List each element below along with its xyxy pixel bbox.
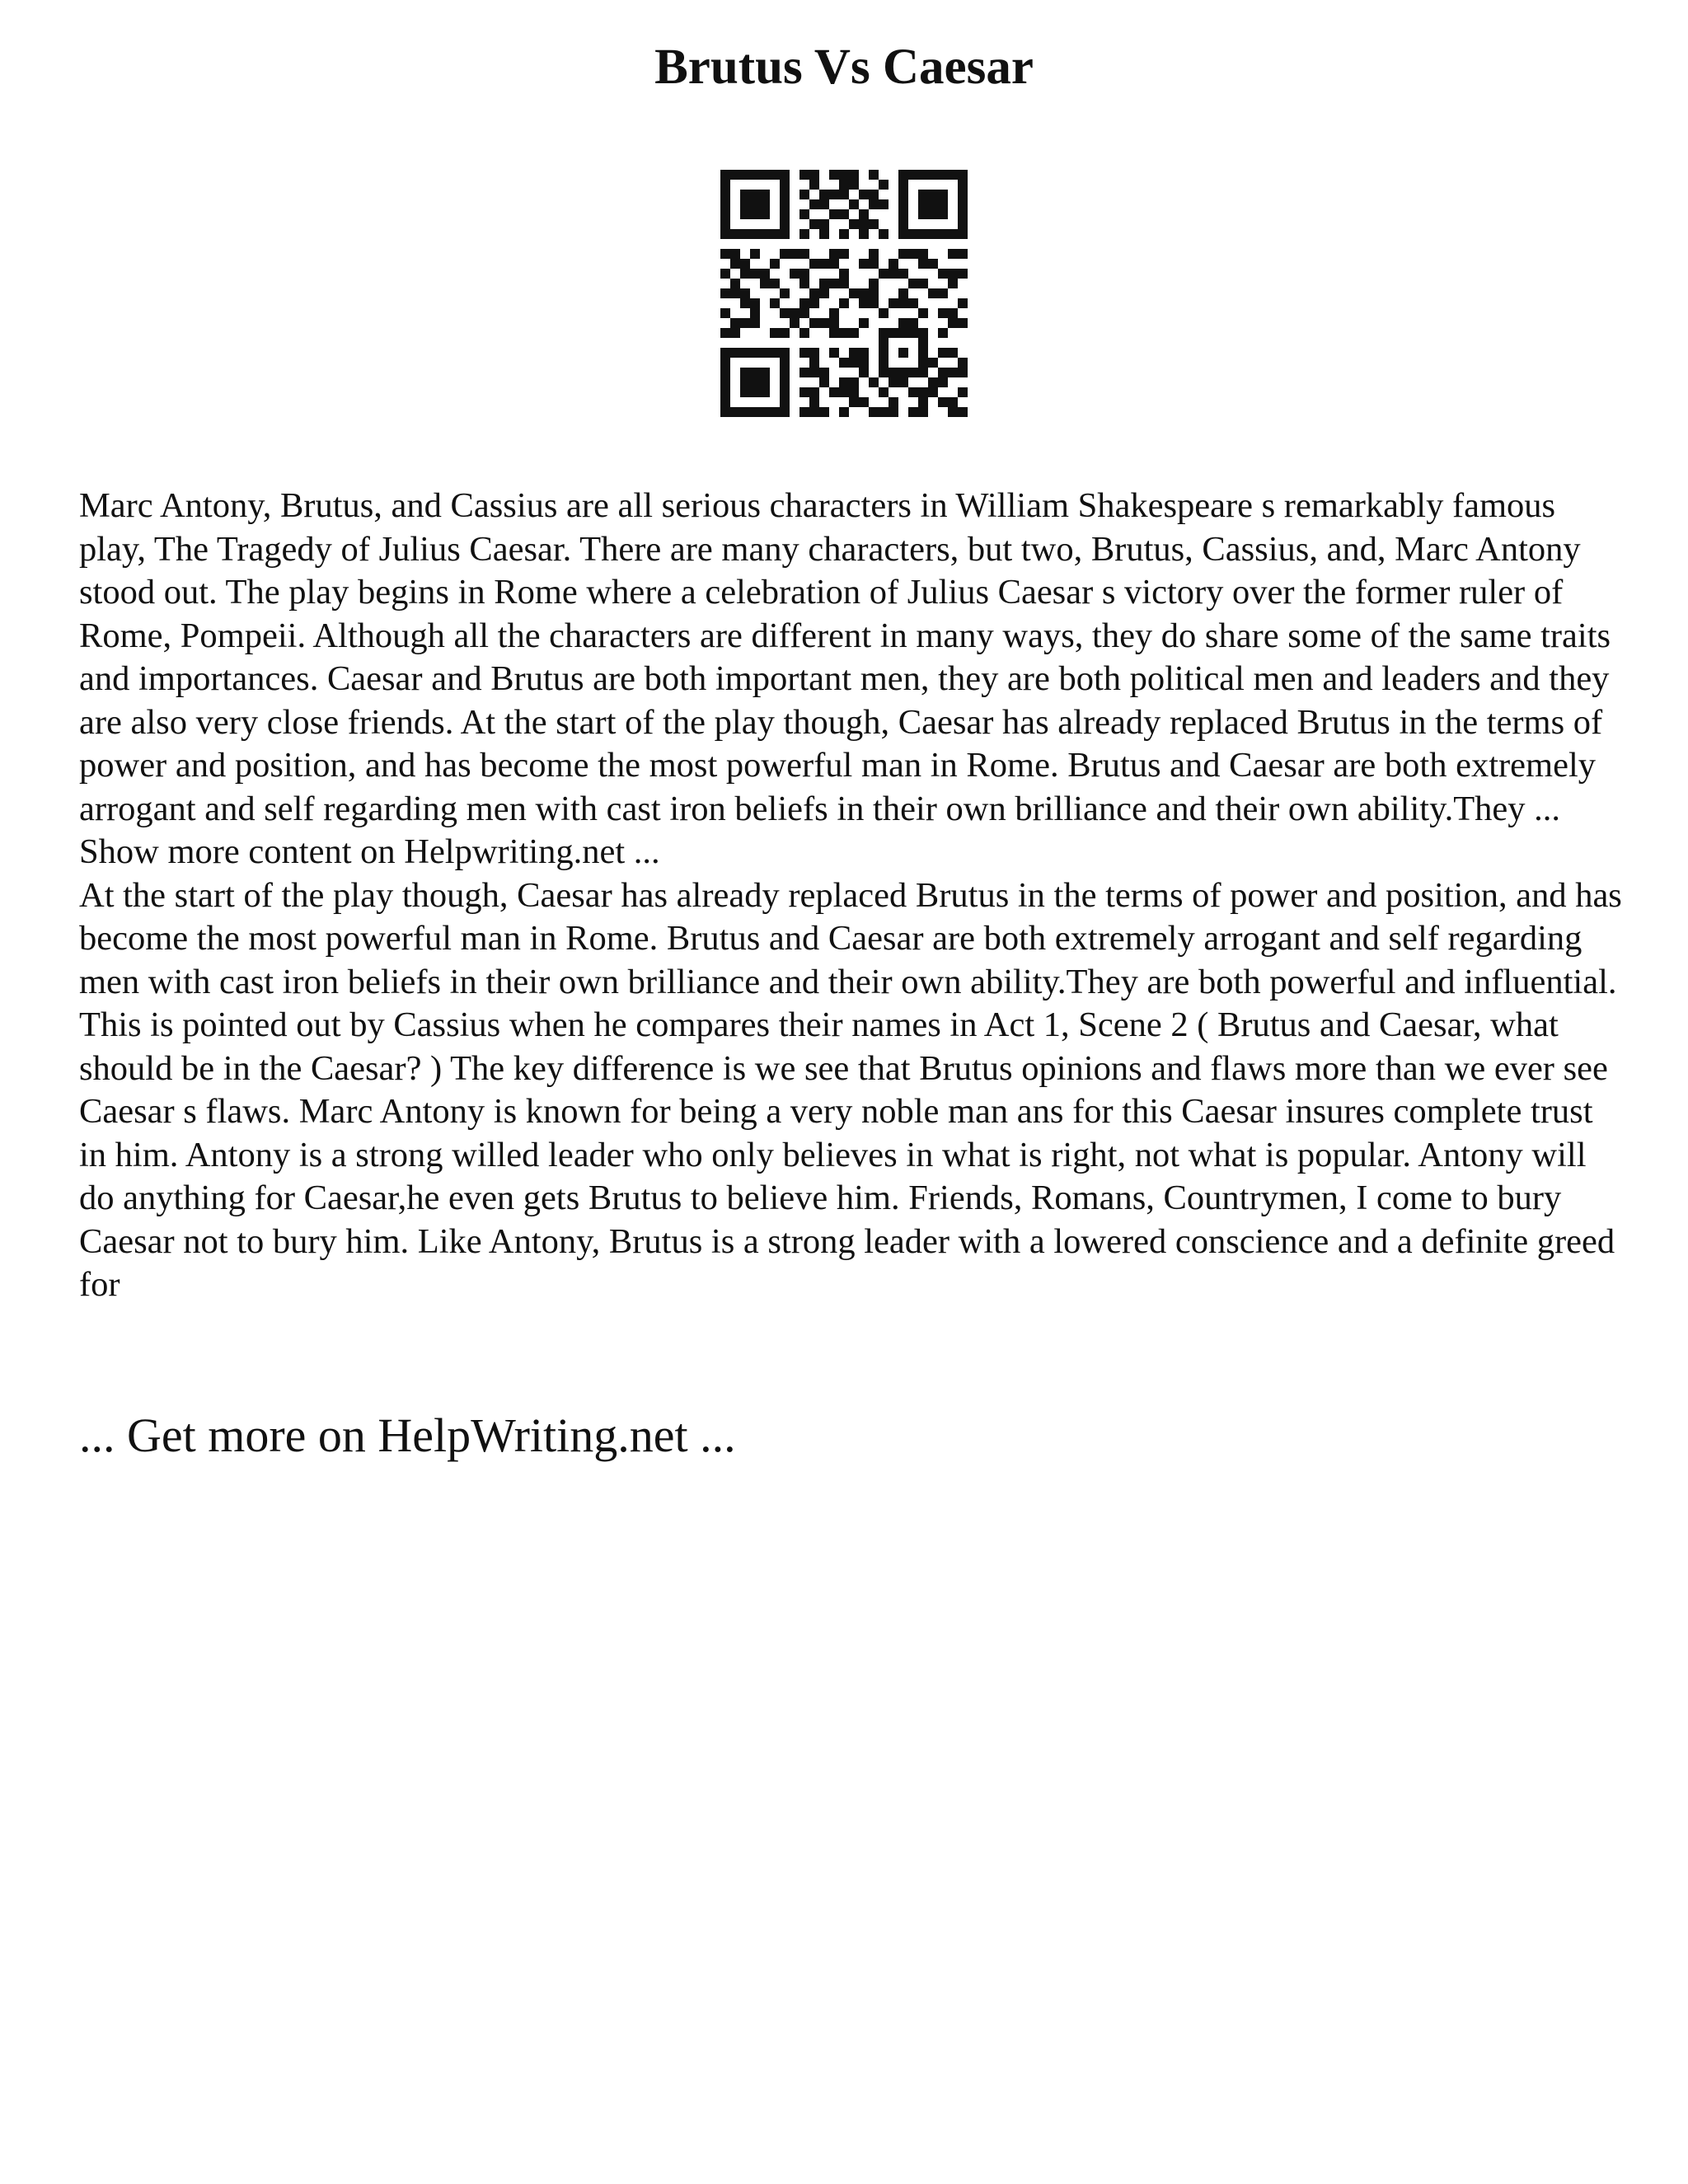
page-title: Brutus Vs Caesar bbox=[654, 40, 1034, 95]
article-body bbox=[79, 485, 1629, 1307]
paragraph-1: Marc Antony, Brutus, and Cassius are all serious characters in William Shakespeare s remarkably famous play, The Tragedy of Julius Caesar. There are many characters, but two, Brutus, Cassius, and, Marc Antony stood out. The play begins in Rome where a celebration of Julius Caesar s victory over the former ruler of Rome, Pompeii. Although all the characters are different in many ways, they do share some of the same traits and importances. Caesar and Brutus are both important men, they are both political men and leaders and they are also very close friends. At the start of the play though, Caesar has already replaced Brutus in the terms of power and position, and has become the most powerful man in Rome. Brutus and Caesar are both extremely arrogant and self regarding men with cast iron beliefs in their own brilliance and their own ability.They ... Show more content on Helpwriting.net ... bbox=[79, 486, 1611, 871]
get-more-link[interactable]: ... Get more on HelpWriting.net ... bbox=[79, 1408, 736, 1462]
paragraph-2: At the start of the play though, Caesar has already replaced Brutus in the terms of power and position, and has become the most powerful man in Rome. Brutus and Caesar are both extremely arrogant and self regarding men with cast iron beliefs in their own brilliance and their own ability.They are both powerful and influential. This is pointed out by Cassius when he compares their names in Act 1, Scene 2 ( Brutus and Caesar, what should be in the Caesar? ) The key difference is we see that Brutus opinions and flaws more than we ever see Caesar s flaws. Marc Antony is known for being a very noble man ans for this Caesar insures complete trust in him. Antony is a strong willed leader who only believes in what is right, not what is popular. Antony will do anything for Caesar,he even gets Brutus to believe him. Friends, Romans, Countrymen, I come to bury Caesar not to bury him. Like Antony, Brutus is a strong leader with a lowered conscience and a definite greed for bbox=[79, 875, 1622, 1304]
qr-code-icon bbox=[720, 170, 968, 417]
qr-code bbox=[720, 170, 968, 417]
